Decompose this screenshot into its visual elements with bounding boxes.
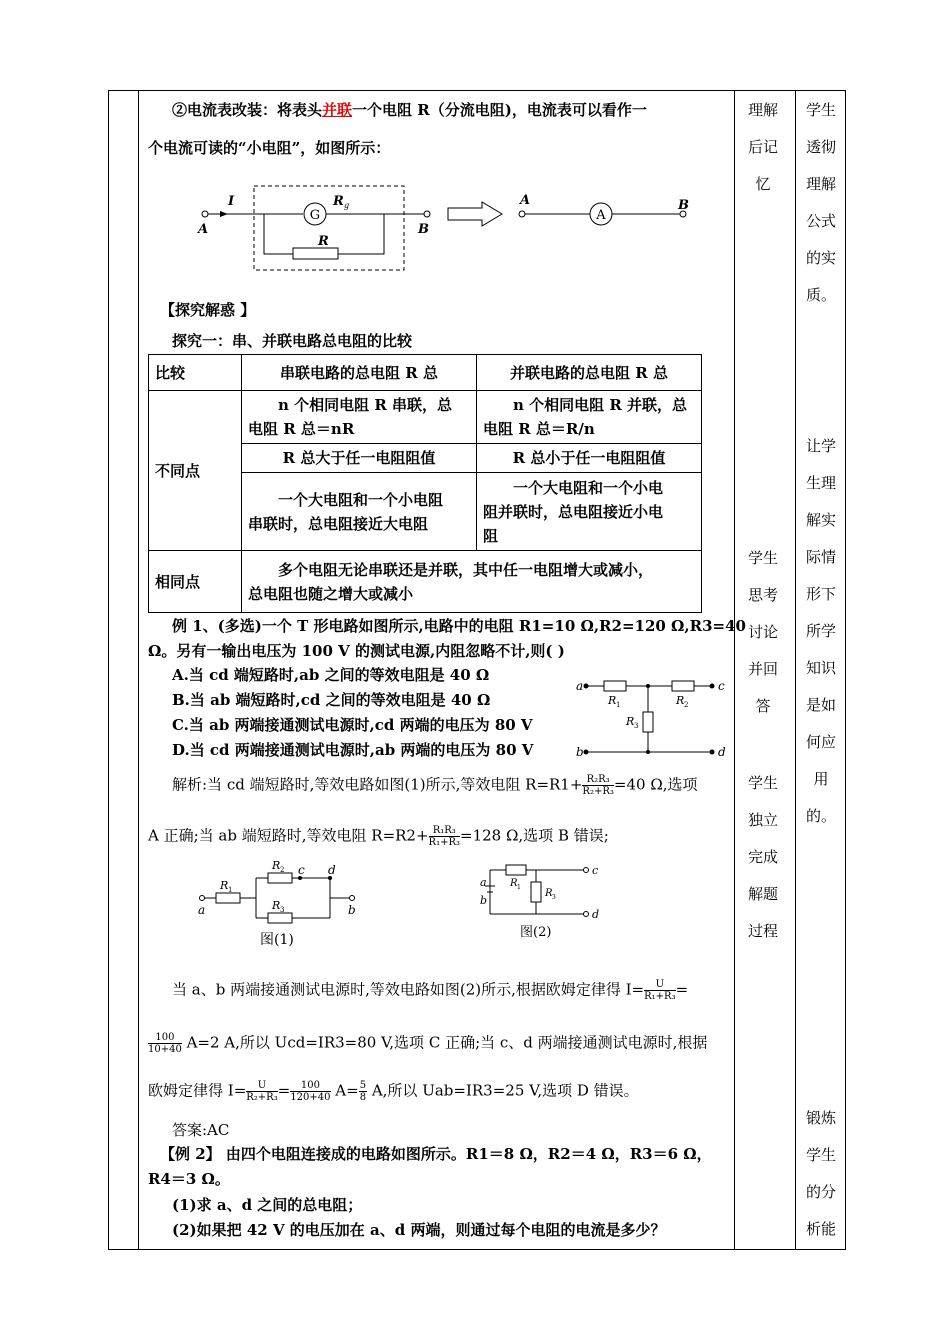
solution-line1: 解析:当 cd 端短路时,等效电路如图(1)所示,等效电阻 R=R1+ $\frac{\text{R₂R₃}}{\text{R₂+R₃}}$ =40 Ω,选项	[172, 774, 698, 797]
svg-text:b: b	[348, 903, 356, 917]
example2-question1: (1)求 a、d 之间的总电阻；	[172, 1196, 363, 1214]
ammeter-conversion-figure	[190, 180, 710, 275]
svg-text:a: a	[480, 876, 487, 889]
table-header: 并联电路的总电阻 R 总	[477, 355, 702, 391]
svg-text:R: R	[626, 715, 635, 728]
svg-text:3: 3	[634, 722, 639, 730]
equivalent-circuit-2	[476, 856, 606, 946]
svg-text:R: R	[545, 888, 553, 899]
svg-text:R: R	[272, 859, 281, 872]
svg-text:1: 1	[228, 886, 233, 894]
svg-text:G: G	[309, 208, 321, 223]
subsection-title: 探究一：串、并联电路总电阻的比较	[172, 332, 413, 350]
svg-text:A: A	[198, 222, 209, 237]
svg-text:R: R	[272, 899, 281, 912]
example1-line1: 例 1、(多选)一个 T 形电路如图所示,电路中的电阻 R1=10 Ω,R2=120 Ω,R3=40	[172, 617, 746, 635]
answer-line: 答案:AC	[172, 1121, 230, 1139]
option-a: A.当 cd 端短路时,ab 之间的等效电阻是 40 Ω	[172, 666, 490, 684]
table-cell: R 总大于任一电阻阻值	[242, 444, 477, 473]
table-cell: n 个相同电阻 R 并联，总 电阻 R 总＝R/n	[477, 391, 702, 444]
svg-text:g: g	[344, 201, 350, 210]
svg-text:R: R	[333, 194, 344, 209]
svg-text:R: R	[608, 694, 617, 707]
table-cell: R 总小于任一电阻阻值	[477, 444, 702, 473]
column-divider-2	[734, 90, 735, 1250]
svg-text:R: R	[676, 694, 685, 707]
svg-text:3: 3	[280, 906, 285, 914]
example2-line2: R4＝3 Ω。	[148, 1170, 230, 1188]
ammeter-paragraph-line2: 个电流可读的“小电阻”，如图所示：	[148, 139, 391, 157]
svg-text:a: a	[576, 679, 584, 693]
table-header: 串联电路的总电阻 R 总	[242, 355, 477, 391]
t-circuit-figure	[572, 670, 732, 762]
svg-text:c: c	[718, 679, 725, 693]
design-intent-3: 锻炼 学生 的分 析能	[805, 1109, 836, 1238]
svg-text:图(1): 图(1)	[260, 932, 294, 948]
activity-note-2: 学生 思考 讨论 并回 答	[747, 549, 778, 715]
activity-note-1: 理解 后记 忆	[747, 101, 778, 193]
table-row-label: 相同点	[149, 551, 242, 613]
option-c: C.当 ab 两端接通测试电源时,cd 两端的电压为 80 V	[172, 716, 533, 734]
svg-text:A: A	[596, 208, 606, 223]
design-intent-1: 学生 透彻 理解 公式 的实 质。	[805, 101, 836, 304]
svg-text:c: c	[592, 864, 599, 877]
svg-text:b: b	[480, 894, 488, 907]
option-d: D.当 cd 两端接通测试电源时,ab 两端的电压为 80 V	[172, 741, 534, 759]
table-cell: n 个相同电阻 R 串联，总 电阻 R 总＝nR	[242, 391, 477, 444]
svg-text:R: R	[220, 879, 229, 892]
solution-line5: 欧姆定律得 I= $\frac{U}{\text{R₂+R₃}}$ = $\frac{100}{120+40}$ A= $\frac{5}{8}$ A,所以 Uab=IR3=25 V,选项 D 错误。	[148, 1080, 639, 1103]
comparison-table	[148, 354, 702, 613]
svg-text:B: B	[678, 198, 689, 213]
svg-text:c: c	[298, 863, 305, 877]
solution-line3: 当 a、b 两端接通测试电源时,等效电路如图(2)所示,根据欧姆定律得 I= $\frac{U}{\text{R₁+R₃}}$ =	[172, 979, 689, 1002]
svg-text:1: 1	[517, 884, 521, 891]
svg-text:a: a	[198, 903, 206, 917]
ammeter-paragraph-line1: ②电流表改装：将表头并联一个电阻 R（分流电阻)，电流表可以看作一	[172, 101, 647, 119]
svg-text:b: b	[576, 745, 584, 759]
svg-text:I: I	[228, 194, 235, 209]
svg-text:d: d	[328, 863, 336, 877]
svg-text:3: 3	[552, 894, 556, 901]
example2-line1: 【例 2】 由四个电阻连接成的电路如图所示。R1＝8 Ω，R2＝4 Ω，R3＝6 Ω，	[160, 1145, 712, 1163]
svg-text:2: 2	[280, 866, 285, 874]
svg-text:R: R	[318, 234, 329, 249]
section-title: 【探究解惑 】	[160, 301, 256, 319]
equivalent-circuit-1	[192, 856, 372, 952]
svg-text:1: 1	[616, 701, 621, 709]
svg-text:d: d	[718, 745, 726, 759]
table-header: 比较	[149, 355, 242, 391]
svg-text:d: d	[592, 908, 600, 921]
column-divider-1	[138, 90, 139, 1250]
table-cell: 一个大电阻和一个小电阻 串联时，总电阻接近大电阻	[242, 473, 477, 551]
svg-text:R: R	[510, 878, 518, 889]
solution-line4: $\frac{100}{10+40}$ A=2 A,所以 Ucd=IR3=80 V,选项 C 正确;当 c、d 两端接通测试电源时,根据	[148, 1032, 708, 1055]
svg-text:图(2): 图(2)	[520, 925, 552, 940]
example2-question2: (2)如果把 42 V 的电压加在 a、d 两端，则通过每个电阻的电流是多少？	[172, 1221, 666, 1239]
column-divider-3	[795, 90, 796, 1250]
solution-line2: A 正确;当 ab 端短路时,等效电阻 R=R2+ $\frac{\text{R₁R₃}}{\text{R₁+R₃}}$ =128 Ω,选项 B 错误;	[148, 825, 609, 848]
table-cell: 一个大电阻和一个小电 阻并联时，总电阻接近小电 阻	[477, 473, 702, 551]
table-row-label: 不同点	[149, 391, 242, 551]
svg-text:A: A	[520, 193, 531, 208]
svg-text:B: B	[418, 222, 429, 237]
table-cell: 多个电阻无论串联还是并联，其中任一电阻增大或减小， 总电阻也随之增大或减小	[242, 551, 702, 613]
svg-text:2: 2	[684, 701, 689, 709]
activity-note-3: 学生 独立 完成 解题 过程	[747, 774, 778, 940]
example1-line2: Ω。另有一输出电压为 100 V 的测试电源,内阻忽略不计,则( )	[148, 642, 565, 660]
option-b: B.当 ab 端短路时,cd 之间的等效电阻是 40 Ω	[172, 691, 491, 709]
design-intent-2: 让学 生理 解实 际情 形下 所学 知识 是如 何应 用 的。	[805, 437, 836, 825]
